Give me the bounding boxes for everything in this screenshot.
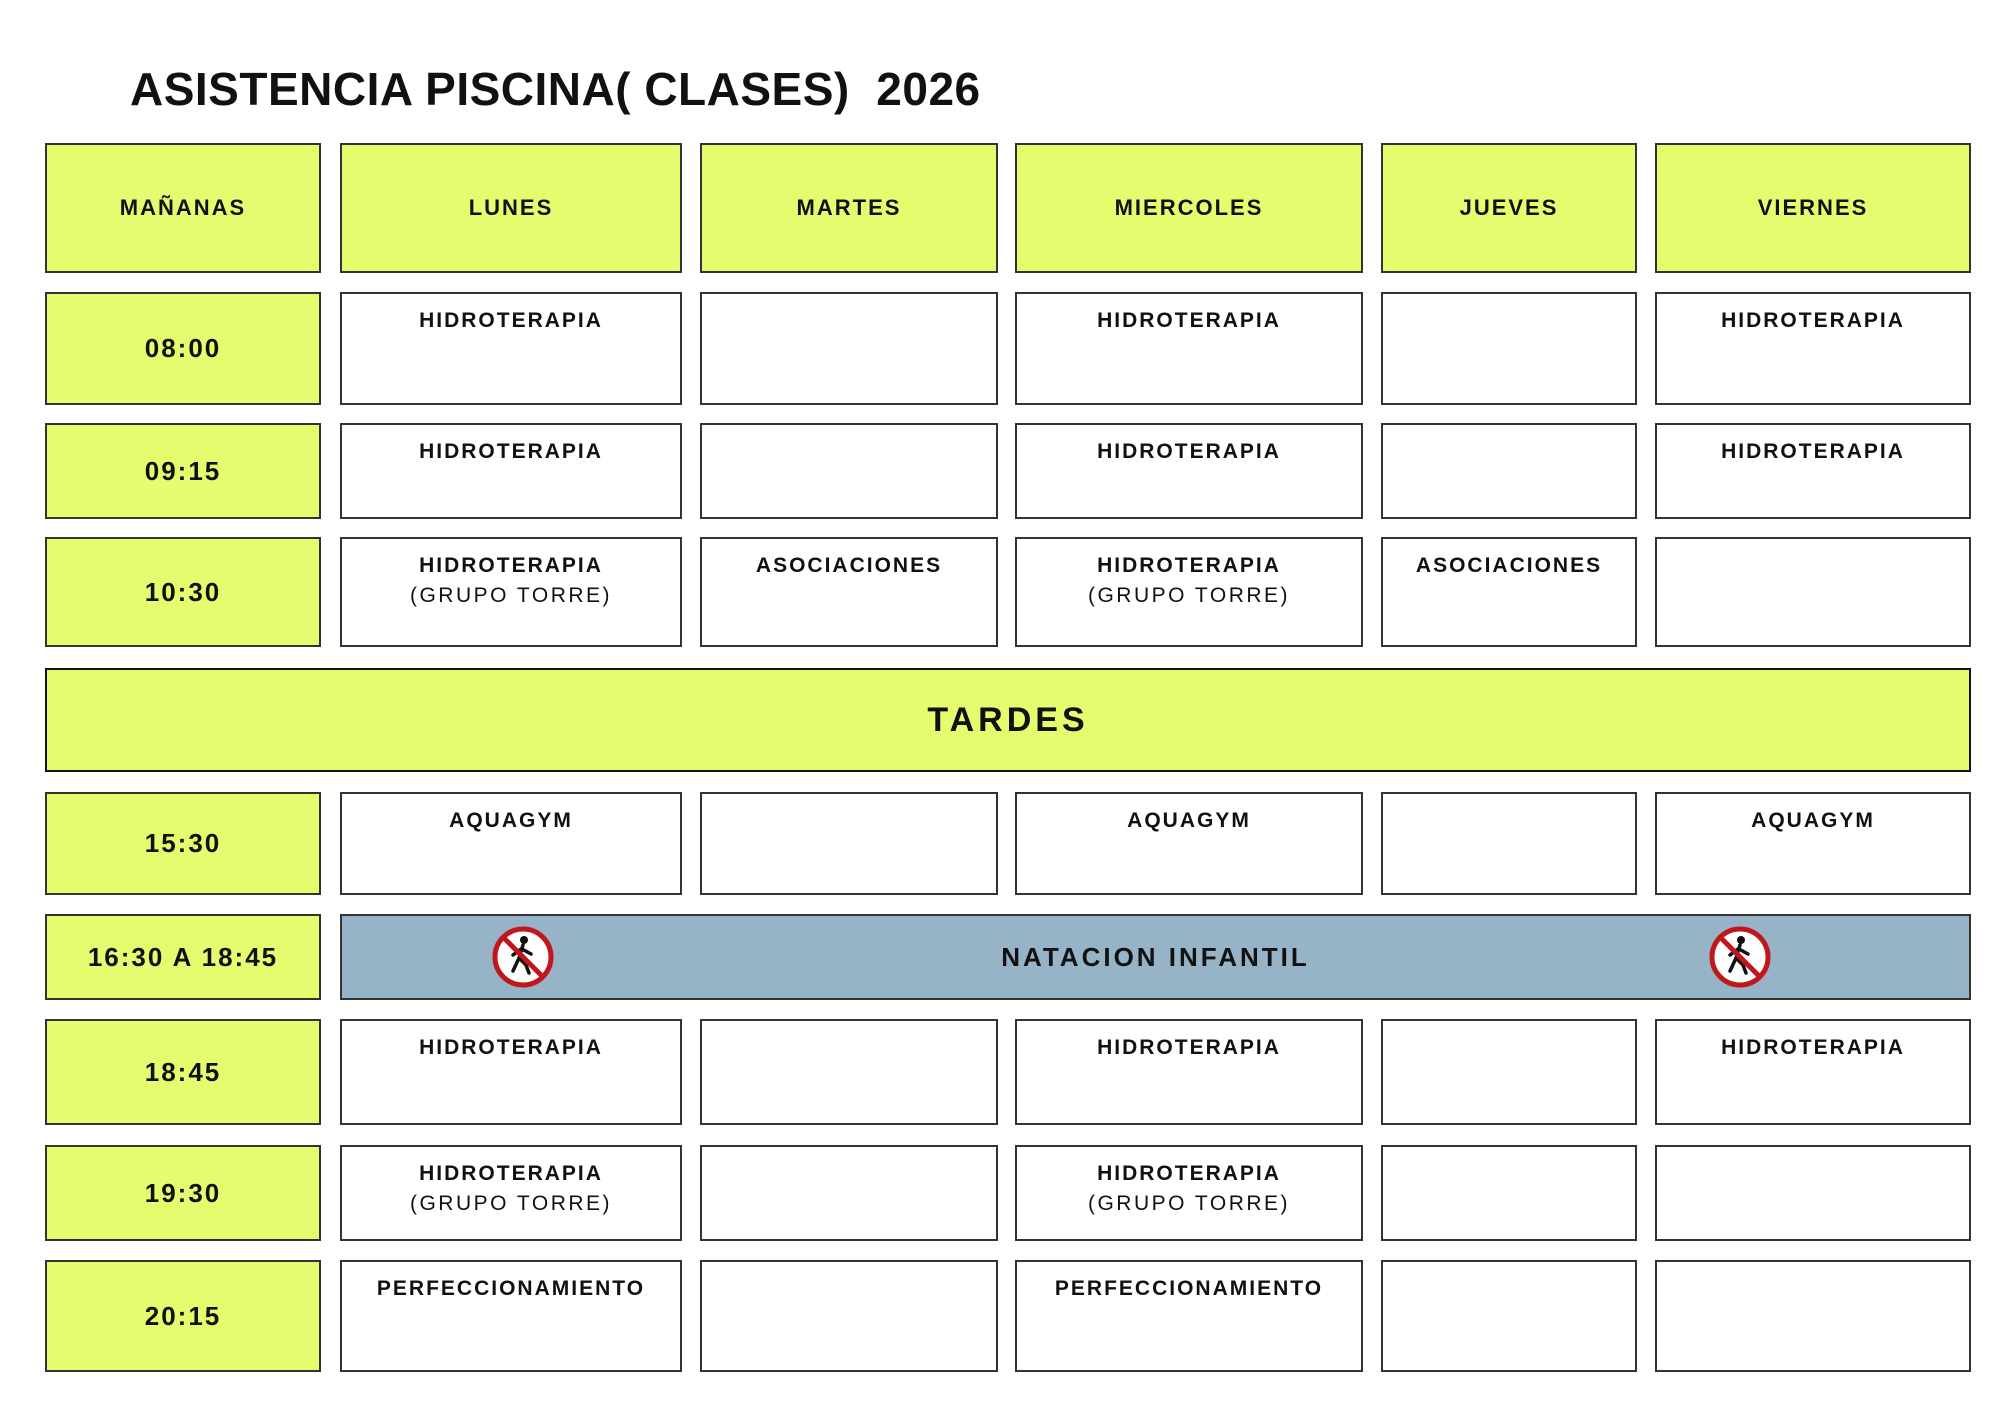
slot-1530-viernes: [1655, 792, 1971, 895]
slot-activity: HIDROTERAPIA: [1097, 309, 1281, 332]
slot-1845-miercoles: [1015, 1019, 1363, 1125]
slot-1530-miercoles: [1015, 792, 1363, 895]
time-0800: 08:00: [45, 292, 321, 405]
slot-activity: HIDROTERAPIA: [1097, 440, 1281, 463]
slot-2015-miercoles: [1015, 1260, 1363, 1372]
slot-1930-viernes: [1655, 1145, 1971, 1241]
slot-0915-lunes: [340, 423, 682, 519]
slot-activity: HIDROTERAPIA: [419, 440, 603, 463]
slot-0800-jueves: [1381, 292, 1637, 405]
slot-1530-martes: [700, 792, 998, 895]
slot-1030-miercoles: [1015, 537, 1363, 647]
header-mananas: MAÑANAS: [45, 143, 321, 273]
slot-activity: AQUAGYM: [449, 809, 573, 832]
slot-activity: HIDROTERAPIA: [419, 1036, 603, 1059]
slot-activity: PERFECCIONAMIENTO: [376, 1277, 646, 1300]
slot-1030-lunes: [340, 537, 682, 647]
slot-1030-viernes: [1655, 537, 1971, 647]
afternoon-banner: TARDES: [45, 668, 1971, 772]
time-0915: 09:15: [45, 423, 321, 519]
no-pedestrians-icon: [491, 925, 555, 989]
natacion-infantil-label: NATACION INFANTIL: [1001, 941, 1310, 972]
slot-1530-lunes: [340, 792, 682, 895]
slot-activity: HIDROTERAPIA: [1097, 1162, 1281, 1185]
slot-activity: HIDROTERAPIA: [1721, 1036, 1905, 1059]
slot-activity: HIDROTERAPIA: [419, 1162, 603, 1185]
slot-1845-lunes: [340, 1019, 682, 1125]
time-1930: 19:30: [45, 1145, 321, 1241]
slot-1930-jueves: [1381, 1145, 1637, 1241]
time-1030: 10:30: [45, 537, 321, 647]
slot-1845-martes: [700, 1019, 998, 1125]
slot-group: (GRUPO TORRE): [409, 584, 613, 607]
slot-activity: HIDROTERAPIA: [1097, 1036, 1281, 1059]
slot-2015-lunes: [340, 1260, 682, 1372]
slot-0915-martes: [700, 423, 998, 519]
slot-activity: HIDROTERAPIA: [419, 309, 603, 332]
slot-0800-viernes: [1655, 292, 1971, 405]
slot-1845-viernes: [1655, 1019, 1971, 1125]
slot-activity: HIDROTERAPIA: [419, 554, 603, 577]
header-martes: MARTES: [700, 143, 998, 273]
slot-1930-martes: [700, 1145, 998, 1241]
time-1845: 18:45: [45, 1019, 321, 1125]
slot-activity: PERFECCIONAMIENTO: [1054, 1277, 1324, 1300]
page-title: ASISTENCIA PISCINA( CLASES) 2026: [130, 63, 981, 115]
slot-1845-jueves: [1381, 1019, 1637, 1125]
slot-activity: HIDROTERAPIA: [1097, 554, 1281, 577]
time-1630-1845: 16:30 A 18:45: [45, 914, 321, 1000]
slot-1530-jueves: [1381, 792, 1637, 895]
time-1530: 15:30: [45, 792, 321, 895]
slot-group: (GRUPO TORRE): [1087, 584, 1291, 607]
slot-0800-miercoles: [1015, 292, 1363, 405]
header-miercoles: MIERCOLES: [1015, 143, 1363, 273]
slot-activity: ASOCIACIONES: [1415, 554, 1603, 577]
slot-0915-miercoles: [1015, 423, 1363, 519]
slot-activity: AQUAGYM: [1127, 809, 1251, 832]
slot-activity: ASOCIACIONES: [755, 554, 943, 577]
slot-0800-martes: [700, 292, 998, 405]
header-lunes: LUNES: [340, 143, 682, 273]
slot-2015-viernes: [1655, 1260, 1971, 1372]
slot-group: (GRUPO TORRE): [409, 1192, 613, 1215]
header-viernes: VIERNES: [1655, 143, 1971, 273]
header-jueves: JUEVES: [1381, 143, 1637, 273]
slot-0800-lunes: [340, 292, 682, 405]
slot-1030-martes: [700, 537, 998, 647]
slot-2015-jueves: [1381, 1260, 1637, 1372]
slot-2015-martes: [700, 1260, 998, 1372]
no-pedestrians-icon: [1708, 925, 1772, 989]
slot-0915-jueves: [1381, 423, 1637, 519]
slot-1930-lunes: [340, 1145, 682, 1241]
time-2015: 20:15: [45, 1260, 321, 1372]
slot-0915-viernes: [1655, 423, 1971, 519]
slot-activity: AQUAGYM: [1751, 809, 1875, 832]
slot-1930-miercoles: [1015, 1145, 1363, 1241]
slot-1030-jueves: [1381, 537, 1637, 647]
slot-group: (GRUPO TORRE): [1087, 1192, 1291, 1215]
slot-activity: HIDROTERAPIA: [1721, 440, 1905, 463]
slot-activity: HIDROTERAPIA: [1721, 309, 1905, 332]
